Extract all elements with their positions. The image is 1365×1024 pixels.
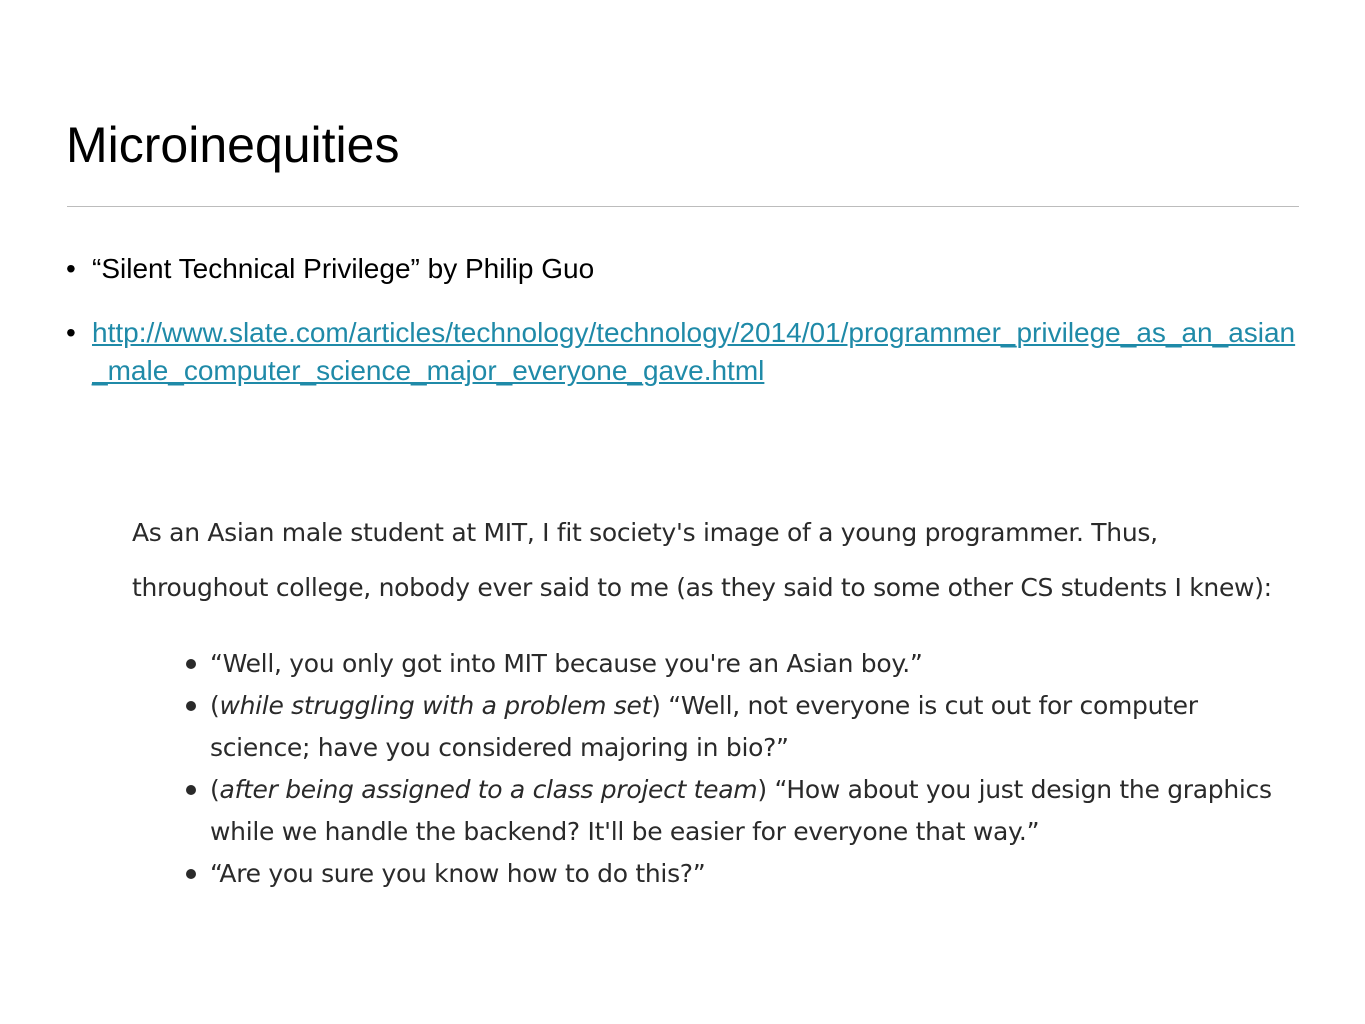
article-title-text: “Silent Technical Privilege” by Philip Guo [92, 253, 595, 284]
bullet-article-link [66, 314, 1306, 390]
article-link[interactable]: http://www.slate.com/articles/technology/technology/2014/01/programmer_privilege_as_an_asian_male_computer_science_major_everyone_gave.html [92, 317, 1296, 386]
excerpt-quote: “Are you sure you know how to do this?” [210, 859, 706, 888]
slide-title: Microinequities [66, 117, 400, 173]
bullet-article-title [66, 250, 1306, 288]
excerpt-quote: “Well, not everyone is cut out for computer science; have you considered majoring in bio?” [210, 691, 1198, 762]
context-paren-open: ( [210, 691, 220, 720]
excerpt-list-item [132, 853, 1292, 895]
excerpt-bullet [186, 869, 196, 879]
excerpt-list [132, 643, 1292, 895]
excerpt-list-item [132, 685, 1292, 769]
excerpt-list-item [132, 769, 1292, 853]
bullet-marker: • [66, 253, 76, 284]
context-paren-close: ) [651, 691, 669, 720]
excerpt-bullet [186, 659, 196, 669]
quoted-excerpt-image [132, 505, 1292, 895]
excerpt-bullet [186, 701, 196, 711]
bullet-list [66, 250, 1306, 416]
bullet-marker: • [66, 317, 76, 348]
excerpt-context: after being assigned to a class project team [219, 775, 758, 804]
excerpt-bullet [186, 785, 196, 795]
context-paren-close: ) [757, 775, 775, 804]
excerpt-paragraph: As an Asian male student at MIT, I fit society's image of a young programmer. Thus, throughout college, nobody ever said to me (as they said to some other CS students I knew): [132, 518, 1272, 602]
excerpt-context: while struggling with a problem set [219, 691, 652, 720]
excerpt-list-item [132, 643, 1292, 685]
context-paren-open: ( [210, 775, 220, 804]
excerpt-quote: “How about you just design the graphics while we handle the backend? It'll be easier for everyone that way.” [210, 775, 1272, 846]
excerpt-quote: “Well, you only got into MIT because you're an Asian boy.” [210, 649, 923, 678]
title-divider [67, 206, 1299, 207]
